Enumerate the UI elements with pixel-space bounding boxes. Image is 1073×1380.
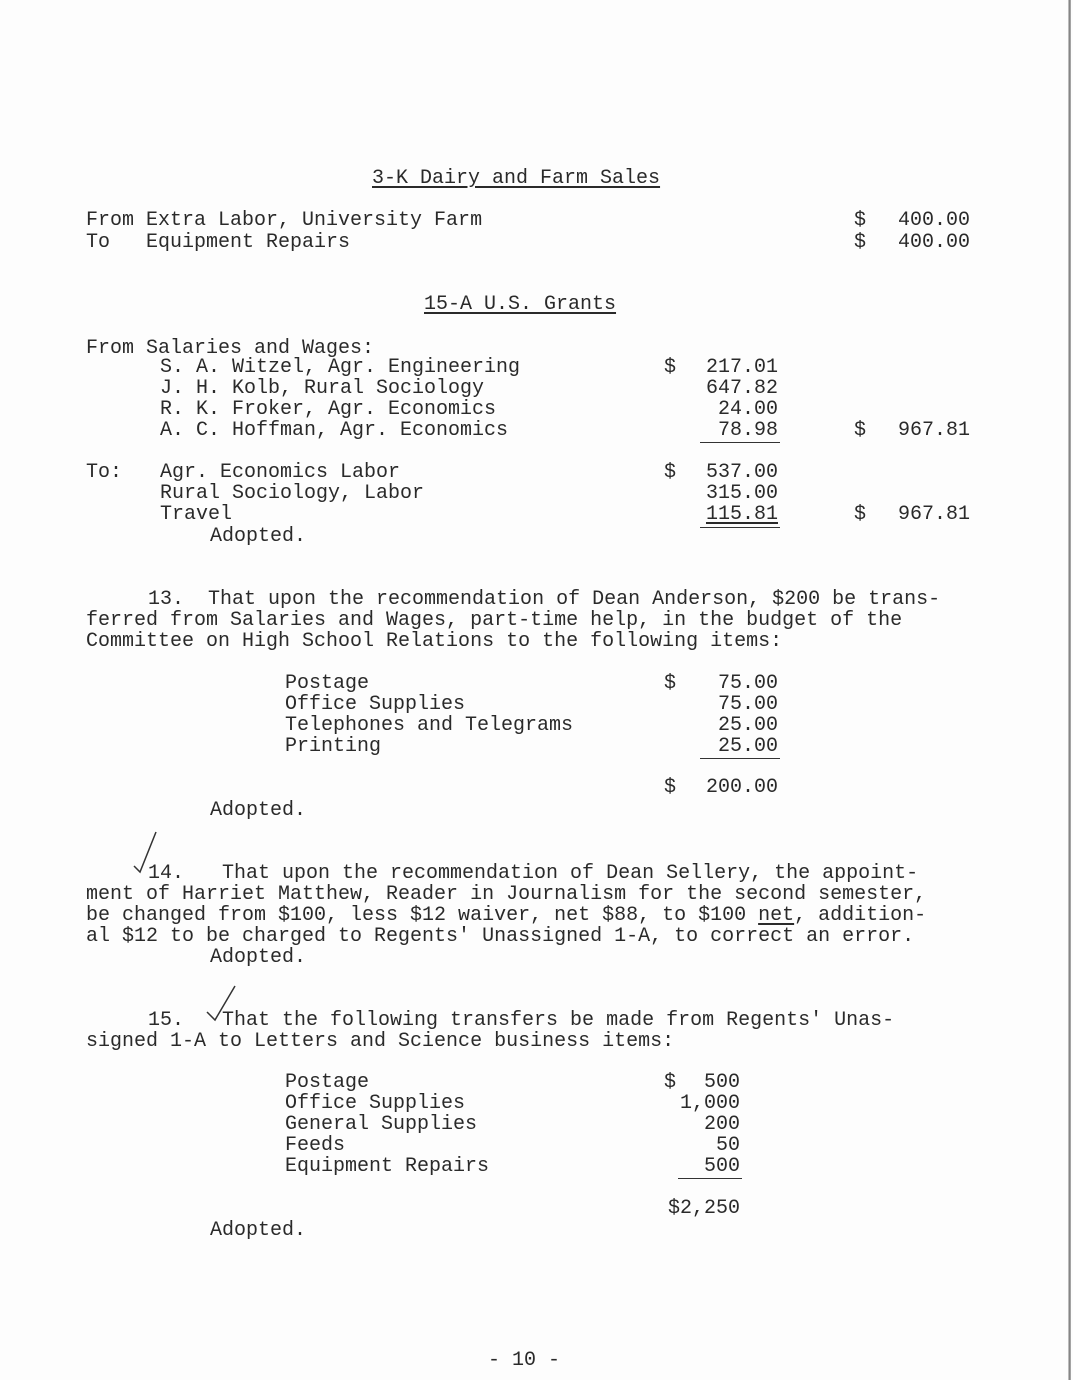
page-number: - 10 - [488, 1349, 561, 1372]
underlined-text: net [758, 904, 795, 927]
paragraph-line: ferred from Salaries and Wages, part-time help, in the budget of the [86, 609, 903, 632]
list-item: Postage [285, 1071, 370, 1094]
text-segment: be changed from $100, less $12 waiver, net $88, to $100 [86, 904, 759, 927]
sum-rule [700, 758, 780, 759]
list-item: Office Supplies [285, 1092, 466, 1115]
dollar-sign: $ [854, 231, 867, 254]
dollar-sign: $ [664, 1071, 677, 1094]
list-item: Feeds [285, 1134, 346, 1157]
from-line-3k: From Extra Labor, University Farm [86, 209, 483, 232]
amount-from-3k: 400.00 [897, 209, 970, 232]
dollar-sign: $ [664, 776, 677, 799]
list-item: Printing [285, 735, 382, 758]
page-edge-shadow [1068, 0, 1071, 1380]
adopted-label: Adopted. [210, 525, 307, 548]
to-total-15a: 967.81 [897, 503, 970, 526]
amount: 647.82 [705, 377, 778, 400]
text-segment: , addition- [794, 904, 927, 927]
list-item: R. K. Froker, Agr. Economics [160, 398, 497, 421]
amount: 200 [703, 1113, 740, 1136]
amount: 24.00 [717, 398, 778, 421]
amount: 217.01 [705, 356, 778, 379]
list-item: General Supplies [285, 1113, 478, 1136]
list-item: Rural Sociology, Labor [160, 482, 425, 505]
amount: 115.81 [705, 503, 778, 526]
amount: 78.98 [717, 419, 778, 442]
adopted-label: Adopted. [210, 946, 307, 969]
to-label-3k: To [86, 231, 111, 254]
to-label-15a: To: [86, 461, 123, 484]
amount: 25.00 [717, 714, 778, 737]
amount: 75.00 [717, 672, 778, 695]
paragraph-line: al $12 to be charged to Regents' Unassigned 1-A, to correct an error. [86, 925, 915, 948]
amount-to-3k: 400.00 [897, 231, 970, 254]
list-item: J. H. Kolb, Rural Sociology [160, 377, 485, 400]
dollar-sign: $ [664, 356, 677, 379]
paragraph-line: That upon the recommendation of Dean Sellery, the appoint- [222, 862, 919, 885]
list-item: A. C. Hoffman, Agr. Economics [160, 419, 509, 442]
sum-rule [700, 442, 780, 443]
dollar-sign: $ [854, 503, 867, 526]
dollar-sign: $ [854, 419, 867, 442]
list-item: S. A. Witzel, Agr. Engineering [160, 356, 521, 379]
amount: 537.00 [705, 461, 778, 484]
item-number-14: 14. [148, 862, 185, 885]
list-item: Agr. Economics Labor [160, 461, 401, 484]
amount: 315.00 [705, 482, 778, 505]
amount: 500 [703, 1155, 740, 1178]
heading-3k: 3-K Dairy and Farm Sales [372, 167, 661, 190]
adopted-label: Adopted. [210, 1219, 307, 1242]
dollar-sign: $ [664, 672, 677, 695]
list-item: Equipment Repairs [285, 1155, 490, 1178]
paragraph-line: That the following transfers be made from Regents' Unas- [222, 1009, 895, 1032]
heading-15a: 15-A U.S. Grants [424, 293, 617, 316]
paragraph-line: ment of Harriet Matthew, Reader in Journalism for the second semester, [86, 883, 927, 906]
adopted-label: Adopted. [210, 799, 307, 822]
paragraph-line [86, 905, 926, 926]
paragraph-line: 13. That upon the recommendation of Dean Anderson, $200 be trans- [148, 588, 941, 611]
amount: 25.00 [717, 735, 778, 758]
from-label-15a: From Salaries and Wages: [86, 337, 375, 360]
amount: 1,000 [679, 1092, 740, 1115]
list-item: Postage [285, 672, 370, 695]
list-item: Telephones and Telegrams [285, 714, 574, 737]
item-number-15: 15. [148, 1009, 185, 1032]
sum-rule [700, 527, 780, 528]
dollar-sign: $ [854, 209, 867, 232]
paragraph-line: signed 1-A to Letters and Science business items: [86, 1030, 675, 1053]
amount: 50 [715, 1134, 740, 1157]
to-line-3k: Equipment Repairs [146, 231, 351, 254]
from-total-15a: 967.81 [897, 419, 970, 442]
amount: 500 [703, 1071, 740, 1094]
list-item: Travel [160, 503, 233, 526]
sum-rule [678, 1178, 742, 1179]
total-13: 200.00 [705, 776, 778, 799]
total-15: $2,250 [667, 1197, 740, 1220]
list-item: Office Supplies [285, 693, 466, 716]
amount: 75.00 [717, 693, 778, 716]
paragraph-line: Committee on High School Relations to the following items: [86, 630, 783, 653]
dollar-sign: $ [664, 461, 677, 484]
